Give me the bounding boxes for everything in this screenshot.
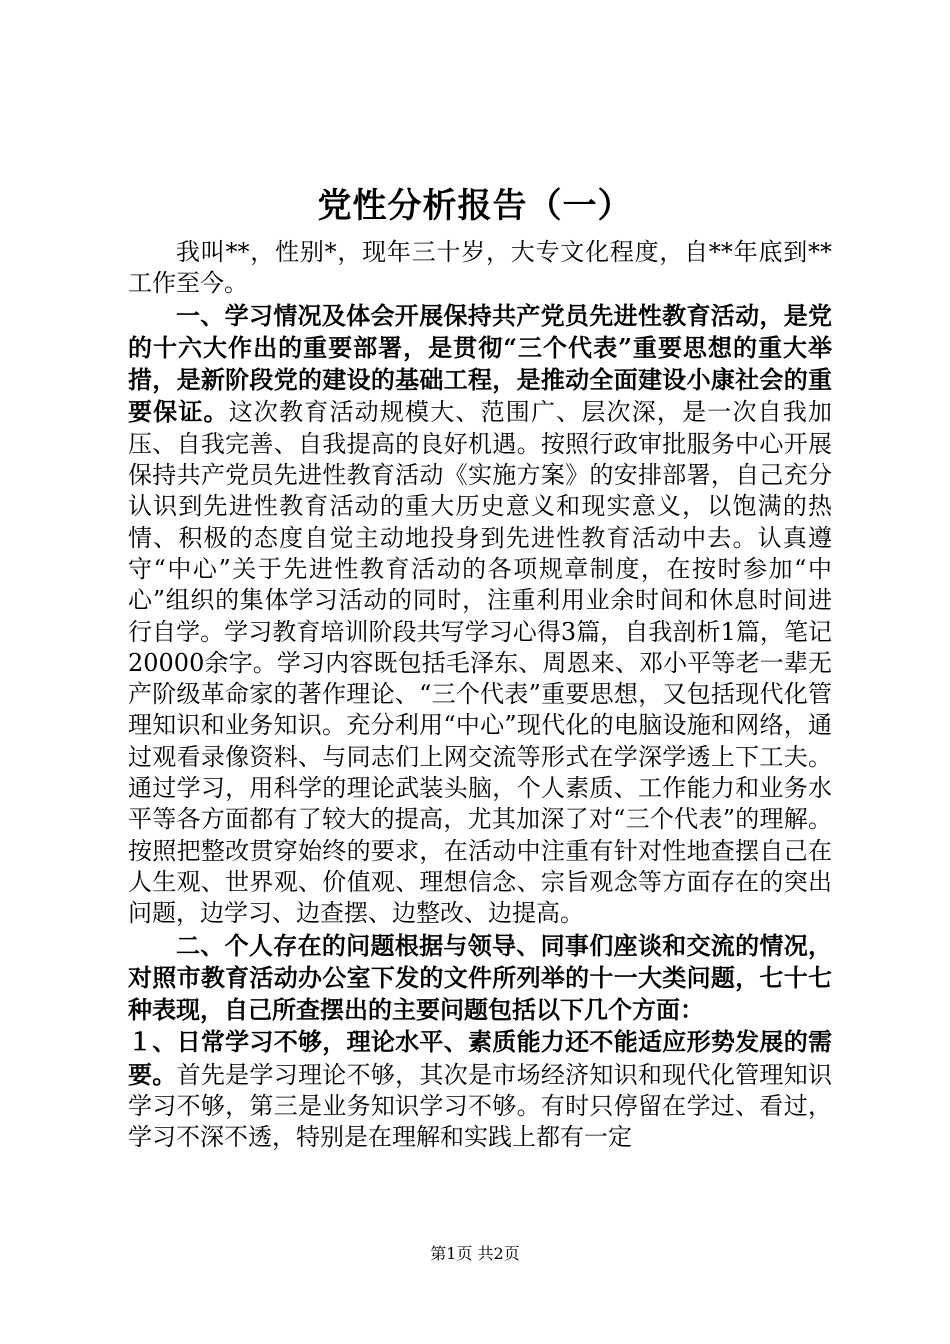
item-heading: １、日常学习不够，理论水平、素质能力还不能适应形势发展的需要。	[128, 1027, 832, 1089]
document-title: 党性分析报告（一）	[317, 186, 633, 226]
paragraph-section-1	[128, 300, 832, 930]
paragraph-text: 这次教育活动规模大、范围广、层次深，是一次自我加压、自我完善、自我提高的良好机遇。按照行政审批服务中心开展保持共产党员先进性教育活动《实施方案》的安排部署，自己充分认识到先进性教育活动的重大历史意义和现实意义，以饱满的热情、积极的态度自觉主动地投身到先进性教育活动中去。认真遵守“中心”关于先进性教育活动的各项规章制度，在按时参加“中心”组织的集体学习活动的同时，注重利用业余时间和休息时间进行自学。学习教育培训阶段共写学习心得3篇，自我剖析1篇，笔记20000余字。学习内容既包括毛泽东、周恩来、邓小平等老一辈无产阶级革命家的著作理论、“三个代表”重要思想，又包括现代化管理知识和业务知识。充分利用“中心”现代化的电脑设施和网络，通过观看录像资料、与同志们上网交流等形式在学深学透上下工夫。通过学习，用科学的理论武装头脑，个人素质、工作能力和业务水平等各方面都有了较大的提高，尤其加深了对“三个代表”的理解。按照把整改贯穿始终的要求，在活动中注重有针对性地查摆自己在人生观、世界观、价值观、理想信念、宗旨观念等方面存在的突出问题，边学习、边查摆、边整改、边提高。	[128, 398, 833, 928]
section-heading: 二、个人存在的问题根据与领导、同事们座谈和交流的情况，对照市教育活动办公室下发的文件所列举的十一大类问题，七十七种表现，自己所查摆出的主要问题包括以下几个方面：	[128, 930, 832, 1025]
paragraph-text: 首先是学习理论不够，其次是市场经济知识和现代化管理知识学习不够，第三是业务知识学习不够。有时只停留在学过、看过，学习不深不透，特别是在理解和实践上都有一定	[128, 1060, 833, 1152]
paragraph-text: 我叫**，性别*，现年三十岁，大专文化程度，自**年底到**工作至今。	[128, 238, 832, 298]
paragraph-section-2	[128, 930, 832, 1027]
paragraph-item-1	[128, 1026, 832, 1153]
page-footer: 第1页 共2页	[430, 1244, 520, 1263]
section-heading: 一、学习情况及体会开展保持共产党员先进性教育活动，是党的十六大作出的重要部署，是贯彻“三个代表”重要思想的重大举措，是新阶段党的建设的基础工程，是推动全面建设小康社会的重要保证。	[128, 300, 832, 427]
document-body	[128, 236, 832, 1154]
paragraph-intro	[128, 236, 832, 300]
